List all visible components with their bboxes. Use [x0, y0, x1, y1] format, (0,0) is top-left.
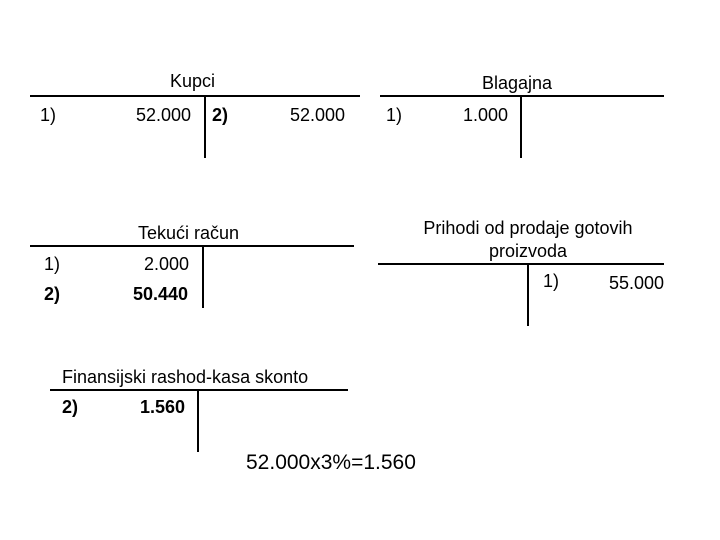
t-account-divider-tekuci-racun	[202, 246, 204, 308]
account-title-finansijski: Finansijski rashod-kasa skonto	[62, 367, 309, 387]
account-title-tekuci-racun: Tekući račun	[138, 223, 240, 243]
tekuci-racun-debit-ref: 1)	[44, 254, 61, 274]
blagajna-debit-ref: 1)	[386, 105, 403, 125]
kupci-debit-ref: 1)	[40, 105, 57, 125]
blagajna-debit-amount: 1.000	[463, 105, 509, 125]
t-account-divider-kupci	[204, 96, 206, 158]
kupci-credit-ref: 2)	[212, 105, 229, 125]
account-title-blagajna: Blagajna	[482, 73, 553, 93]
t-account-top-line-tekuci-racun	[30, 245, 354, 247]
t-account-divider-finansijski	[197, 390, 199, 452]
kupci-credit-amount: 52.000	[290, 105, 346, 125]
tekuci-racun-debit-ref: 2)	[44, 284, 61, 304]
t-account-divider-blagajna	[520, 96, 522, 158]
t-account-top-line-kupci	[30, 95, 360, 97]
account-title-prihodi-line1: Prihodi od prodaje gotovih	[423, 218, 633, 238]
tekuci-racun-debit-amount: 2.000	[144, 254, 190, 274]
kupci-debit-amount: 52.000	[136, 105, 192, 125]
tekuci-racun-debit-amount: 50.440	[133, 284, 189, 304]
prihodi-credit-ref: 1)	[543, 271, 560, 291]
account-title-prihodi-line2: proizvoda	[488, 241, 568, 261]
prihodi-credit-amount: 55.000	[609, 273, 665, 293]
finansijski-debit-amount: 1.560	[140, 397, 186, 417]
account-title-kupci: Kupci	[170, 71, 216, 91]
t-account-top-line-prihodi	[378, 263, 664, 265]
finansijski-debit-ref: 2)	[62, 397, 79, 417]
t-account-divider-prihodi	[527, 264, 529, 326]
calculation-note: 52.000x3%=1.560	[246, 451, 416, 474]
t-account-top-line-finansijski	[50, 389, 348, 391]
t-account-top-line-blagajna	[380, 95, 664, 97]
